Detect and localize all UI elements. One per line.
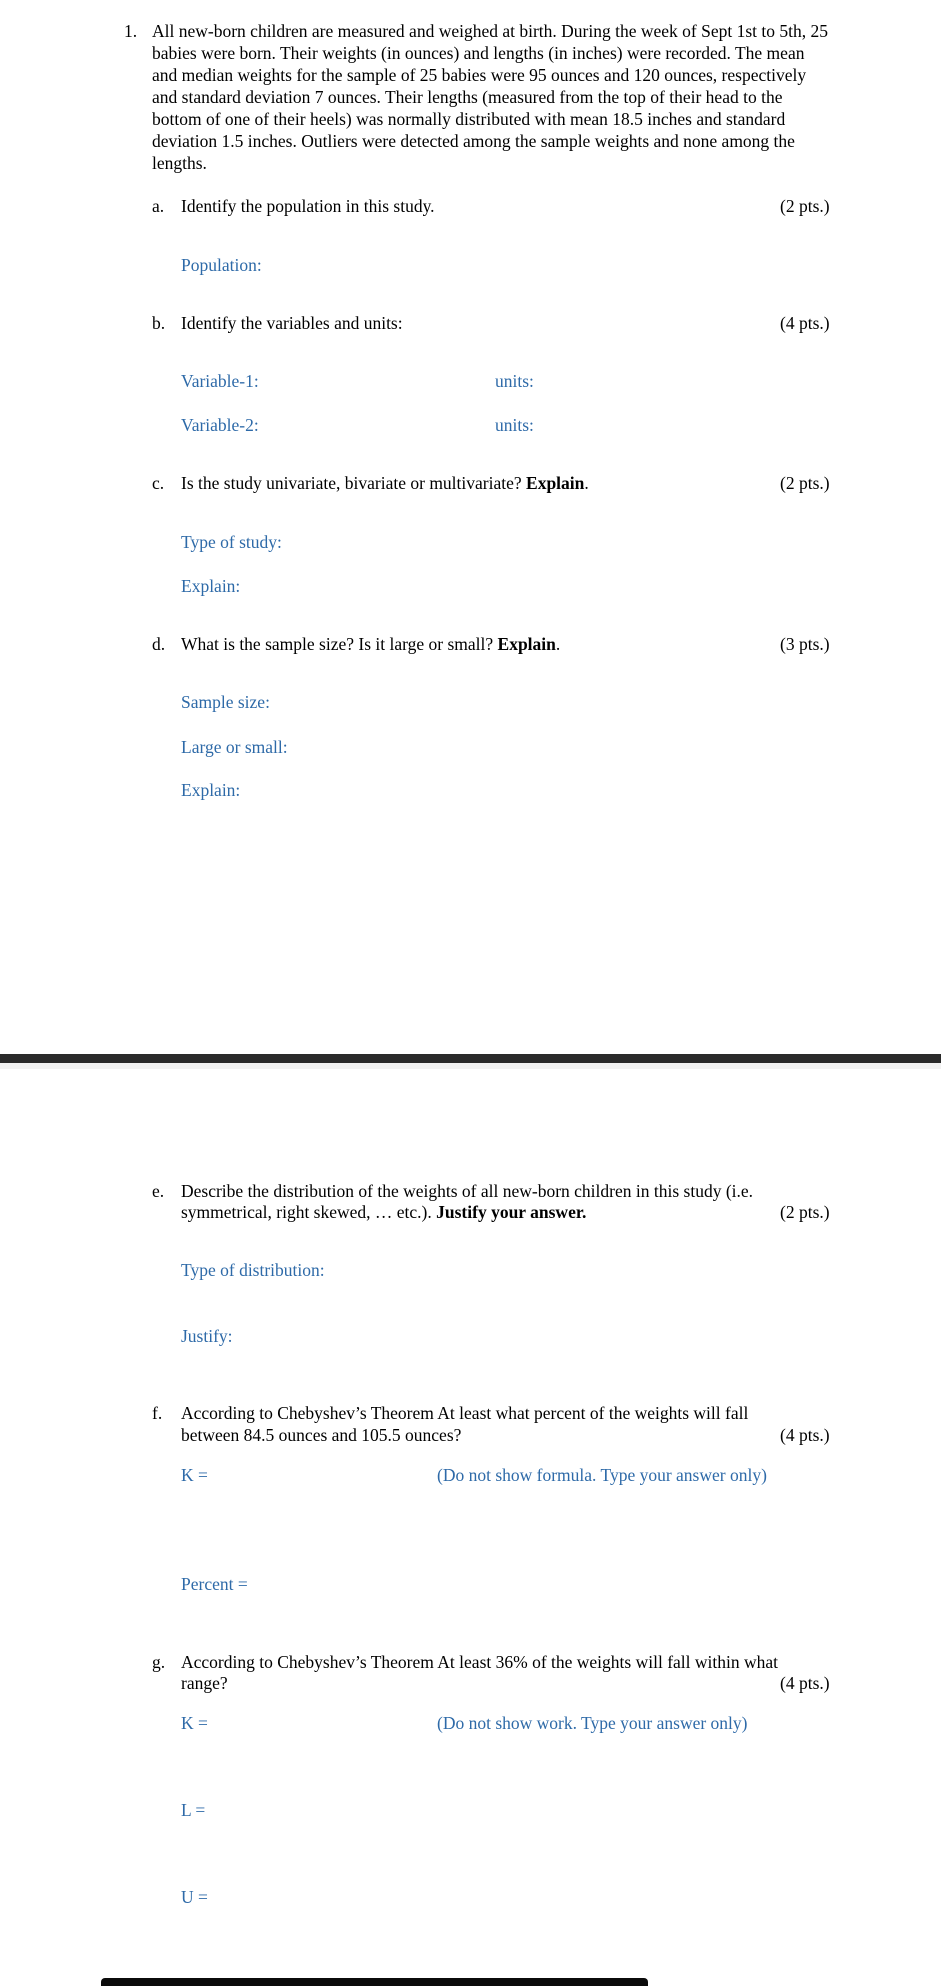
part-d-text-bold: Explain <box>497 634 556 654</box>
page-divider <box>0 1054 941 1063</box>
part-f-line1: According to Chebyshev’s Theorem At least what percent of the weights will fall <box>181 1403 749 1423</box>
sample-size-answer-label[interactable]: Sample size: <box>181 692 270 712</box>
part-e-line2-main: symmetrical, right skewed, … etc.). <box>181 1202 437 1222</box>
g-instruction-note: (Do not show work. Type your answer only) <box>437 1713 748 1733</box>
bottom-scroll-bar[interactable] <box>101 1978 648 1986</box>
g-u-answer-label[interactable]: U = <box>181 1887 208 1907</box>
part-f-letter: f. <box>152 1403 163 1423</box>
part-f-points: (4 pts.) <box>780 1425 830 1445</box>
part-c-text-bold: Explain <box>526 473 585 493</box>
part-g-letter: g. <box>152 1652 166 1672</box>
question-text: All new-born children are measured and weighed at birth. During the week of Sept 1st to 5th, 25 babies were born. Their weights (in ounces) and lengths (in inches) were recorded. The mean and median weights for the sample of 25 babies were 95 ounces and 120 ounces, respectively and standard deviation 7 ounces. Their lengths (measured from the top of their head to the bottom of one of their heels) was normally distributed with mean 18.5 inches and standard deviation 1.5 inches. Outliers were detected among the sample weights and none among the lengths. <box>152 21 828 173</box>
part-c-text-main: Is the study univariate, bivariate or multivariate? <box>181 473 527 493</box>
variable2-answer-label[interactable]: Variable-2: <box>181 415 259 435</box>
study-explain-answer-label[interactable]: Explain: <box>181 576 241 596</box>
g-k-answer-label[interactable]: K = <box>181 1713 208 1733</box>
part-a-letter: a. <box>152 196 165 216</box>
part-d-points: (3 pts.) <box>780 634 830 654</box>
part-e-letter: e. <box>152 1181 165 1201</box>
part-d-letter: d. <box>152 634 166 654</box>
part-c-points: (2 pts.) <box>780 473 830 493</box>
units1-answer-label[interactable]: units: <box>495 371 534 391</box>
part-b-letter: b. <box>152 313 166 333</box>
distribution-justify-answer-label[interactable]: Justify: <box>181 1326 233 1346</box>
part-e-line2-bold: Justify your answer. <box>436 1202 587 1222</box>
f-instruction-note: (Do not show formula. Type your answer only) <box>437 1465 767 1485</box>
part-d-text-end: . <box>555 634 561 654</box>
large-small-answer-label[interactable]: Large or small: <box>181 737 288 757</box>
population-answer-label[interactable]: Population: <box>181 255 262 275</box>
part-c-text <box>181 472 589 494</box>
page-gap <box>0 1063 941 1069</box>
part-a-points: (2 pts.) <box>780 196 830 216</box>
part-f-line2: between 84.5 ounces and 105.5 ounces? <box>181 1425 462 1445</box>
units2-answer-label[interactable]: units: <box>495 415 534 435</box>
part-a-text: Identify the population in this study. <box>181 196 435 216</box>
part-g-points: (4 pts.) <box>780 1673 830 1693</box>
f-k-answer-label[interactable]: K = <box>181 1465 208 1485</box>
part-b-points: (4 pts.) <box>780 313 830 333</box>
g-l-answer-label[interactable]: L = <box>181 1800 206 1820</box>
variable1-answer-label[interactable]: Variable-1: <box>181 371 259 391</box>
part-e-points: (2 pts.) <box>780 1202 830 1222</box>
study-type-answer-label[interactable]: Type of study: <box>181 532 282 552</box>
f-percent-answer-label[interactable]: Percent = <box>181 1574 248 1594</box>
sample-explain-answer-label[interactable]: Explain: <box>181 780 241 800</box>
part-e-line2 <box>181 1201 586 1223</box>
part-g-line1: According to Chebyshev’s Theorem At least 36% of the weights will fall within what <box>181 1652 778 1672</box>
distribution-type-answer-label[interactable]: Type of distribution: <box>181 1260 325 1280</box>
part-g-line2: range? <box>181 1673 228 1693</box>
part-d-text <box>181 633 560 655</box>
part-d-text-main: What is the sample size? Is it large or small? <box>181 634 498 654</box>
part-c-text-end: . <box>584 473 589 493</box>
part-e-line1: Describe the distribution of the weights of all new-born children in this study (i.e. <box>181 1181 754 1201</box>
part-b-text: Identify the variables and units: <box>181 313 403 333</box>
part-c-letter: c. <box>152 473 165 493</box>
question-number: 1. <box>124 21 138 41</box>
